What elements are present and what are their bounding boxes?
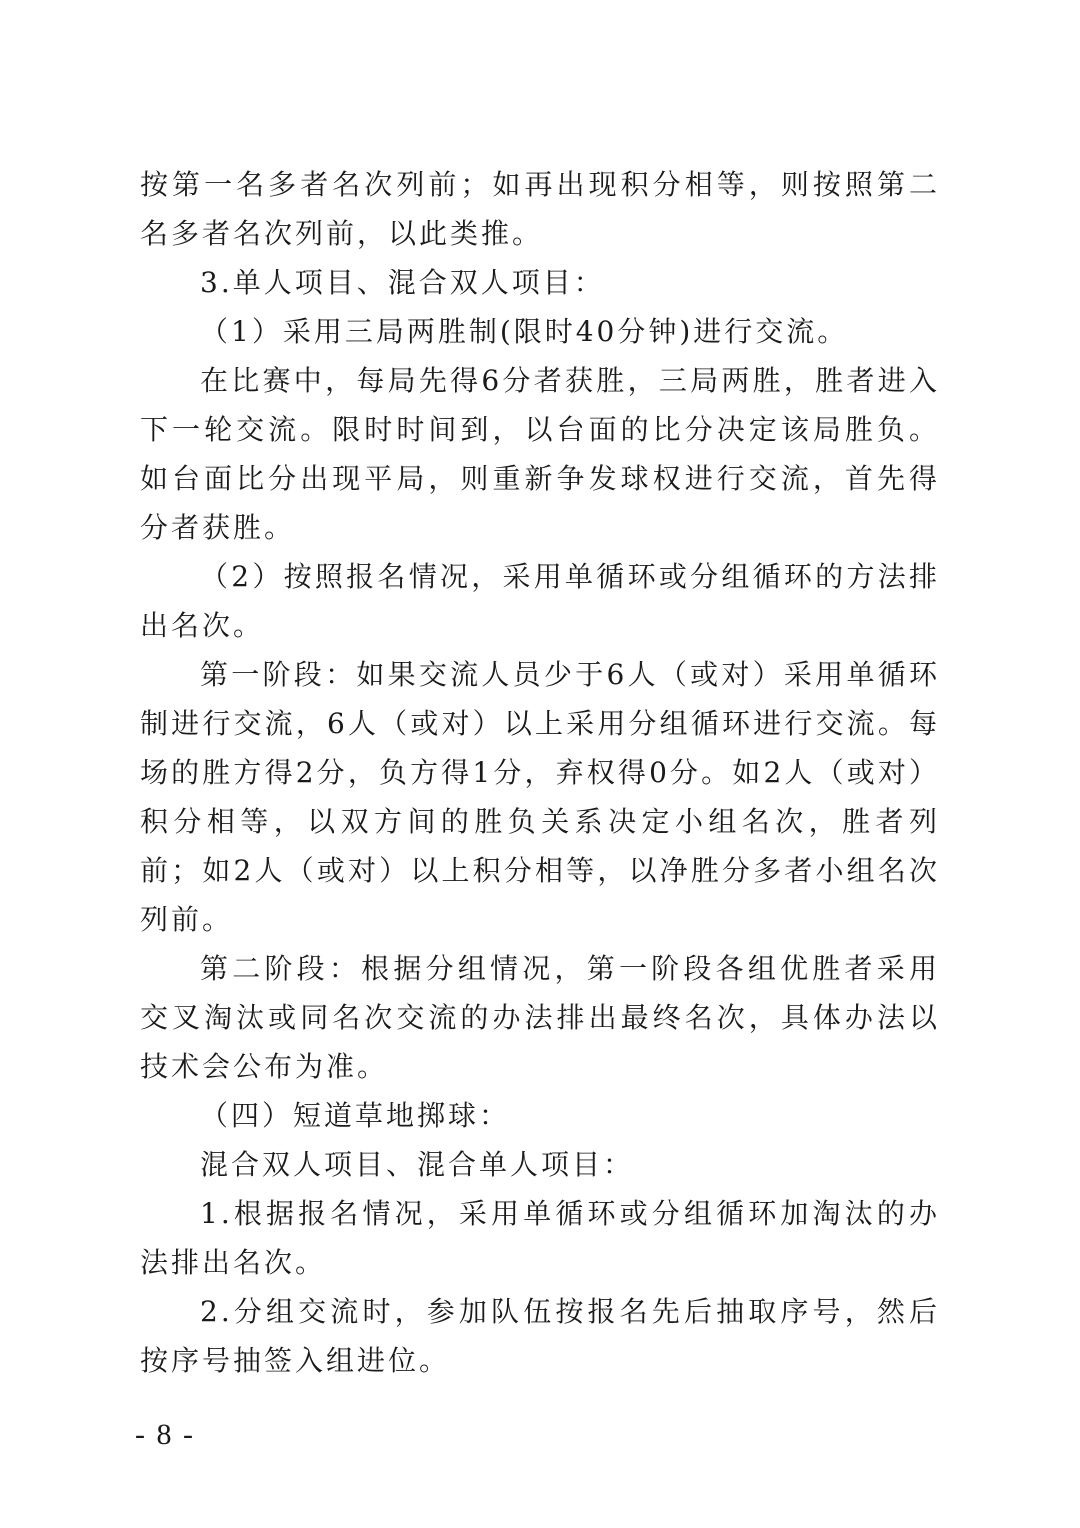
- paragraph-match-rules: 在比赛中，每局先得6分者获胜，三局两胜，胜者进入下一轮交流。限时时间到，以台面的比分决定该局胜负。如台面比分出现平局，则重新争发球权进行交流，首先得分者获胜。: [140, 364, 940, 544]
- paragraph-mixed-events-title: 混合双人项目、混合单人项目：: [200, 1148, 635, 1181]
- paragraph-singles-mixed-doubles-title: 3.单人项目、混合双人项目：: [200, 266, 605, 299]
- paragraph-ranking-method: 1.根据报名情况，采用单循环或分组循环加淘汰的办法排出名次。: [140, 1197, 940, 1279]
- paragraph-stage-two: 第二阶段：根据分组情况，第一阶段各组优胜者采用交叉淘汰或同名次交流的办法排出最终名次，具体办法以技术会公布为准。: [140, 952, 940, 1083]
- paragraph-ranking-continuation: 按第一名多者名次列前；如再出现积分相等，则按照第二名多者名次列前，以此类推。: [140, 168, 940, 250]
- section-heading-short-lawn-bowls: （四）短道草地掷球：: [200, 1099, 511, 1132]
- paragraph-group-draw: 2.分组交流时，参加队伍按报名先后抽取序号，然后按序号抽签入组进位。: [140, 1295, 940, 1377]
- paragraph-stage-one: 第一阶段：如果交流人员少于6人（或对）采用单循环制进行交流，6人（或对）以上采用分组循环进行交流。每场的胜方得2分，负方得1分，弃权得0分。如2人（或对）积分相等，以双方间的胜负关系决定小组名次，胜者列前；如2人（或对）以上积分相等，以净胜分多者小组名次列前。: [140, 658, 940, 936]
- paragraph-round-robin-method: （2）按照报名情况，采用单循环或分组循环的方法排出名次。: [140, 560, 940, 642]
- paragraph-best-of-three: （1）采用三局两胜制(限时40分钟)进行交流。: [200, 315, 849, 348]
- document-body: [140, 160, 940, 1385]
- page-number: - 8 -: [135, 1418, 195, 1451]
